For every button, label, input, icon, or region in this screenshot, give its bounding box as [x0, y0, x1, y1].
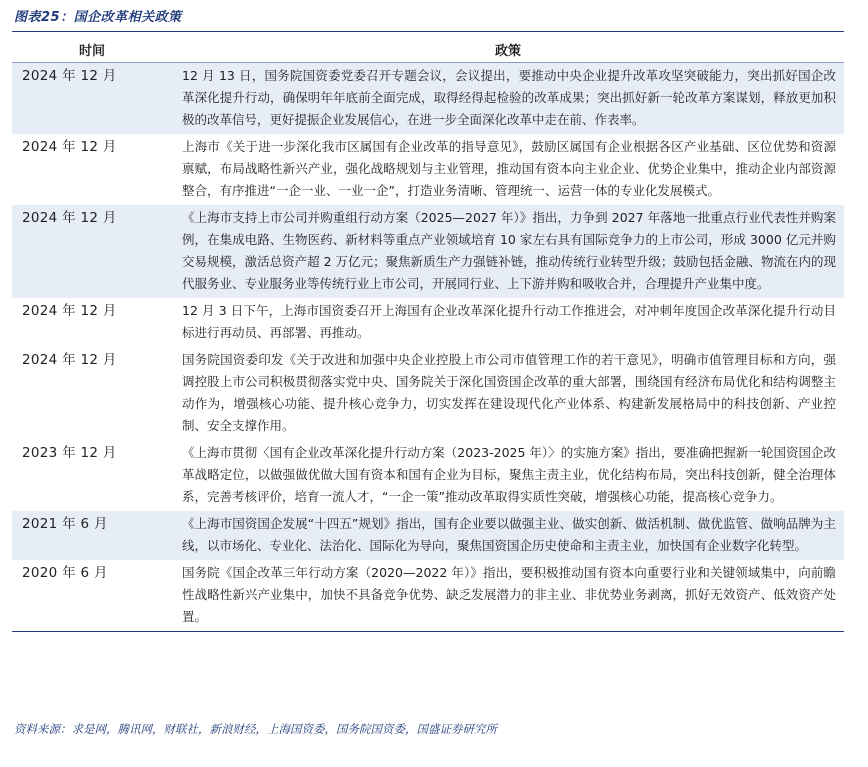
row-policy-text: 上海市《关于进一步深化我市区属国有企业改革的指导意见》，鼓励区属国有企业根据各区产业基础、区位优势和资源禀赋，布局战略性新兴产业，强化战略规划与主业管理，推动国有资本向主业企业、优势企业集中，推动企业内部资源整合，有序推进“一企一业、一业一企”，打造业务清晰、管理统一、运营一体的专业化发展模式。 — [172, 134, 844, 205]
table-row — [12, 560, 844, 632]
table-row — [12, 440, 844, 511]
table-row — [12, 205, 844, 298]
row-date: 2024 年 12 月 — [12, 63, 172, 135]
row-policy-text: 12 月 13 日，国务院国资委党委召开专题会议，会议提出，要推动中央企业提升改革攻坚突破能力，突出抓好国企改革深化提升行动，确保明年年底前全面完成，取得经得起检验的改革成果；突出抓好新一轮改革方案谋划，释放更加积极的改革信号，更好提振企业发展信心，在进一步全面深化改革中走在前、作表率。 — [172, 63, 844, 135]
figure-title: 图表25：国企改革相关政策 — [14, 10, 182, 25]
row-date: 2021 年 6 月 — [12, 511, 172, 560]
row-policy-text: 国务院国资委印发《关于改进和加强中央企业控股上市公司市值管理工作的若干意见》，明确市值管理目标和方向，强调控股上市公司积极贯彻落实党中央、国务院关于深化国资国企改革的重大部署，围绕国有经济布局优化和结构调整主动作为，增强核心功能、提升核心竞争力，切实发挥在建设现代化产业体系、构建新发展格局中的科技创新、产业控制、安全支撑作用。 — [172, 347, 844, 440]
title-divider — [12, 31, 844, 32]
policy-table — [12, 36, 844, 632]
table-row — [12, 63, 844, 135]
row-policy-text: 《上海市国资国企发展“十四五”规划》指出，国有企业要以做强主业、做实创新、做活机制、做优监管、做响品牌为主线，以市场化、专业化、法治化、国际化为导向，聚焦国资国企历史使命和主责主业，加快国有企业数字化转型。 — [172, 511, 844, 560]
row-policy-text: 国务院《国企改革三年行动方案（2020—2022 年）》指出，要积极推动国有资本向重要行业和关键领域集中，向前瞻性战略性新兴产业集中，加快不具备竞争优势、缺乏发展潜力的非主业、非优势业务剥离，抓好无效资产、低效资产处置。 — [172, 560, 844, 632]
table-row — [12, 134, 844, 205]
column-header-policy: 政策 — [172, 36, 844, 63]
table-row — [12, 511, 844, 560]
row-date: 2023 年 12 月 — [12, 440, 172, 511]
table-row — [12, 347, 844, 440]
row-date: 2020 年 6 月 — [12, 560, 172, 632]
row-policy-text: 《上海市贯彻〈国有企业改革深化提升行动方案（2023-2025 年）〉的实施方案》指出，要准确把握新一轮国资国企改革战略定位，以做强做优做大国有资本和国有企业为目标，聚焦主责主业，优化结构布局，突出科技创新，健全治理体系，完善考核评价，培育一流人才，“一企一策”推动改革取得实质性突破，增强核心功能，提高核心竞争力。 — [172, 440, 844, 511]
row-policy-text: 12 月 3 日下午，上海市国资委召开上海国有企业改革深化提升行动工作推进会，对冲刺年度国企改革深化提升行动目标进行再动员、再部署、再推动。 — [172, 298, 844, 347]
row-date: 2024 年 12 月 — [12, 205, 172, 298]
table-row — [12, 298, 844, 347]
column-header-time: 时间 — [12, 36, 172, 63]
row-date: 2024 年 12 月 — [12, 134, 172, 205]
row-date: 2024 年 12 月 — [12, 347, 172, 440]
row-date: 2024 年 12 月 — [12, 298, 172, 347]
source-note: 资料来源：求是网，腾讯网，财联社，新浪财经，上海国资委，国务院国资委，国盛证券研究所 — [14, 722, 497, 736]
row-policy-text: 《上海市支持上市公司并购重组行动方案（2025—2027 年）》指出，力争到 2027 年落地一批重点行业代表性并购案例，在集成电路、生物医药、新材料等重点产业领域培育 10 家左右具有国际竞争力的上市公司，形成 3000 亿元并购交易规模，激活总资产超 2 万亿元；聚焦新质生产力强链补链，推动传统行业转型升级；鼓励包括金融、物流在内的现代服务业、专业服务业等传统行业上市公司，开展同行业、上下游并购和吸收合并，合理提升产业集中度。 — [172, 205, 844, 298]
table-header-row — [12, 36, 844, 63]
